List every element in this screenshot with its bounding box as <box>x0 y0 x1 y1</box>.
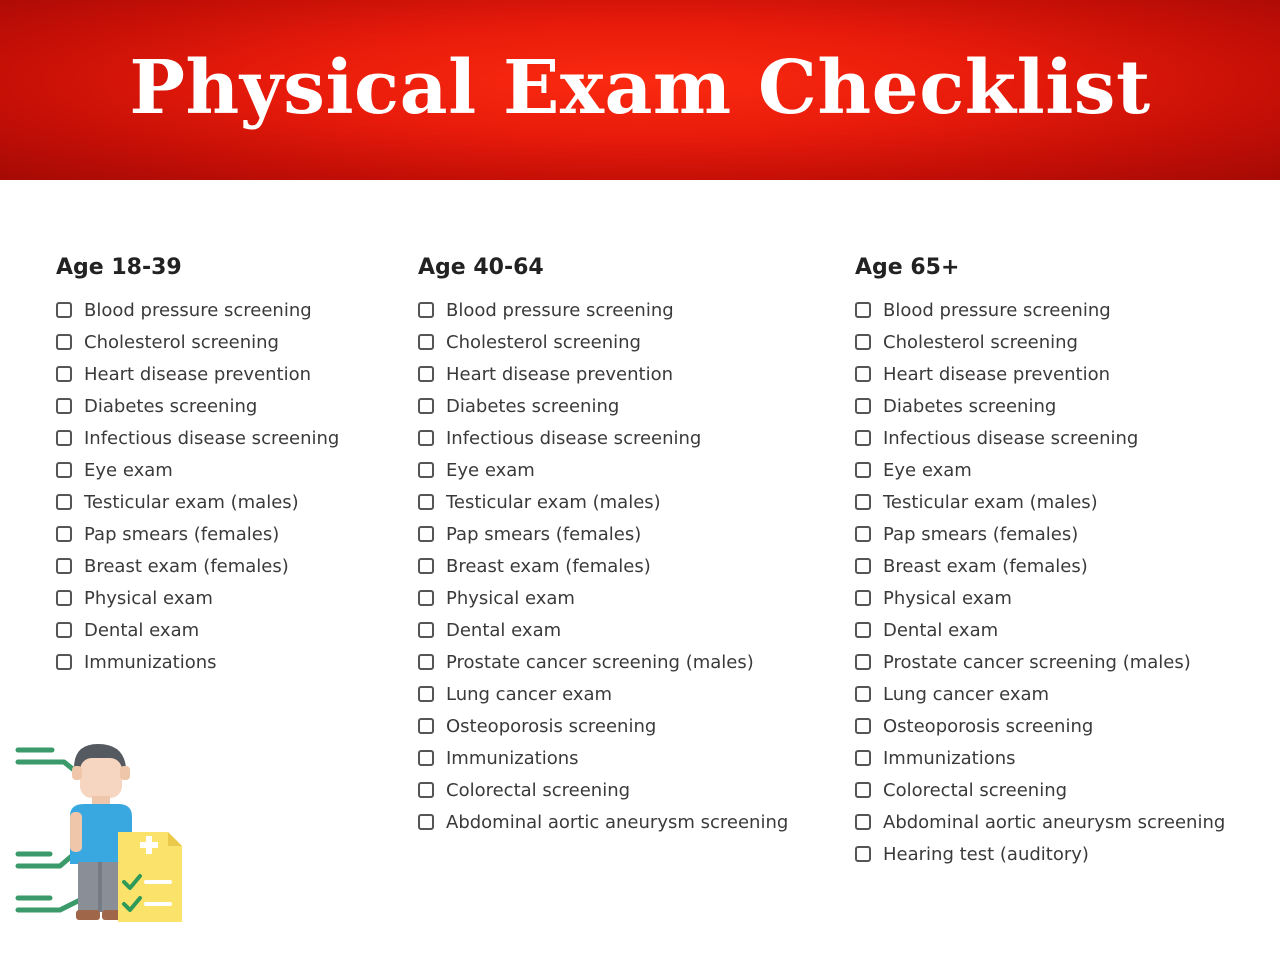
checkbox[interactable] <box>56 590 72 606</box>
checklist-item <box>418 422 788 454</box>
checklist-item <box>855 326 1225 358</box>
checklist-item-label: Eye exam <box>446 459 535 481</box>
checkbox[interactable] <box>855 494 871 510</box>
checklist-item-label: Prostate cancer screening (males) <box>446 651 754 673</box>
checkbox[interactable] <box>56 302 72 318</box>
checklist-column-age-18-39 <box>56 250 339 678</box>
checkbox[interactable] <box>56 526 72 542</box>
header-banner <box>0 0 1280 180</box>
checklist-item-label: Pap smears (females) <box>84 523 280 545</box>
checklist-item-label: Eye exam <box>84 459 173 481</box>
checkbox[interactable] <box>855 462 871 478</box>
checklist-item <box>56 326 339 358</box>
checkbox[interactable] <box>855 654 871 670</box>
checkbox[interactable] <box>418 590 434 606</box>
checklist-item-label: Testicular exam (males) <box>883 491 1098 513</box>
page-title: Physical Exam Checklist <box>129 45 1151 131</box>
checklist-item <box>418 774 788 806</box>
checkbox[interactable] <box>855 718 871 734</box>
checklist-column-age-65-plus <box>855 250 1225 870</box>
checkbox[interactable] <box>56 558 72 574</box>
checkbox[interactable] <box>855 622 871 638</box>
checklist-item <box>418 294 788 326</box>
checklist-item-label: Colorectal screening <box>446 779 631 801</box>
checklist-item-label: Osteoporosis screening <box>883 715 1094 737</box>
checklist-item <box>418 390 788 422</box>
checklist-item <box>56 358 339 390</box>
checkbox[interactable] <box>418 430 434 446</box>
checklist-item <box>56 422 339 454</box>
checklist-item-label: Physical exam <box>883 587 1012 609</box>
checklist-item-label: Hearing test (auditory) <box>883 843 1089 865</box>
checklist-item <box>855 582 1225 614</box>
checklist-item-label: Lung cancer exam <box>446 683 613 705</box>
checkbox[interactable] <box>855 366 871 382</box>
checklist-item <box>855 614 1225 646</box>
checklist-column-age-40-64 <box>418 250 788 838</box>
checklist-item <box>418 646 788 678</box>
checkbox[interactable] <box>418 558 434 574</box>
checklist-item <box>56 486 339 518</box>
checklist-item-label: Abdominal aortic aneurysm screening <box>446 811 789 833</box>
column-heading: Age 40-64 <box>418 255 544 280</box>
checklist-item-label: Lung cancer exam <box>883 683 1050 705</box>
checklist-item <box>855 742 1225 774</box>
checklist-item-label: Dental exam <box>446 619 562 641</box>
checkbox[interactable] <box>418 718 434 734</box>
checklist-item <box>418 710 788 742</box>
checklist-item-label: Heart disease prevention <box>84 363 312 385</box>
checklist-item-label: Testicular exam (males) <box>84 491 299 513</box>
checklist-item-label: Blood pressure screening <box>84 299 312 321</box>
checkbox[interactable] <box>855 782 871 798</box>
checklist-item-label: Cholesterol screening <box>446 331 641 353</box>
checklist-item-label: Colorectal screening <box>883 779 1068 801</box>
checklist-item-label: Immunizations <box>883 747 1016 769</box>
checklist <box>855 294 1225 870</box>
checklist-item-label: Prostate cancer screening (males) <box>883 651 1191 673</box>
doctor-checklist-icon <box>14 738 190 928</box>
checklist-item-label: Immunizations <box>84 651 217 673</box>
checklist-item <box>855 486 1225 518</box>
checklist-item-label: Dental exam <box>883 619 999 641</box>
checkbox[interactable] <box>418 750 434 766</box>
checkbox[interactable] <box>56 654 72 670</box>
column-heading: Age 18-39 <box>56 255 182 280</box>
checklist-item-label: Testicular exam (males) <box>446 491 661 513</box>
checkbox[interactable] <box>855 398 871 414</box>
checkbox[interactable] <box>855 526 871 542</box>
checklist-item <box>418 454 788 486</box>
checkbox[interactable] <box>418 814 434 830</box>
checkbox[interactable] <box>418 654 434 670</box>
checklist-item <box>418 486 788 518</box>
checklist-item <box>56 614 339 646</box>
checkbox[interactable] <box>56 494 72 510</box>
checkbox[interactable] <box>855 686 871 702</box>
checklist-item <box>855 390 1225 422</box>
checkbox[interactable] <box>418 302 434 318</box>
checkbox[interactable] <box>56 366 72 382</box>
checkbox[interactable] <box>855 334 871 350</box>
checklist-item <box>418 742 788 774</box>
checklist-item <box>855 294 1225 326</box>
checklist-item-label: Diabetes screening <box>883 395 1057 417</box>
checkbox[interactable] <box>56 462 72 478</box>
checklist-item <box>855 422 1225 454</box>
checkbox[interactable] <box>855 590 871 606</box>
checklist-item <box>418 518 788 550</box>
checklist-item-label: Diabetes screening <box>446 395 620 417</box>
checklist-item <box>418 550 788 582</box>
checklist-item-label: Eye exam <box>883 459 972 481</box>
checklist-item <box>56 294 339 326</box>
checklist-item-label: Cholesterol screening <box>84 331 279 353</box>
checkbox[interactable] <box>855 814 871 830</box>
checkbox[interactable] <box>418 462 434 478</box>
checkbox[interactable] <box>56 398 72 414</box>
checklist-item-label: Cholesterol screening <box>883 331 1078 353</box>
checklist-item-label: Pap smears (females) <box>446 523 642 545</box>
checklist-item-label: Abdominal aortic aneurysm screening <box>883 811 1226 833</box>
checklist-item <box>855 358 1225 390</box>
checklist-item <box>418 326 788 358</box>
checklist-item-label: Diabetes screening <box>84 395 258 417</box>
checklist-item-label: Heart disease prevention <box>883 363 1111 385</box>
checkbox[interactable] <box>855 302 871 318</box>
checklist-item <box>418 582 788 614</box>
checkbox[interactable] <box>56 622 72 638</box>
checklist-item <box>855 806 1225 838</box>
checklist-item <box>855 774 1225 806</box>
checklist-item-label: Infectious disease screening <box>84 427 340 449</box>
checklist-item <box>855 454 1225 486</box>
checkbox[interactable] <box>855 750 871 766</box>
checkbox[interactable] <box>855 430 871 446</box>
checklist-item-label: Immunizations <box>446 747 579 769</box>
checklist <box>418 294 788 838</box>
checklist-item <box>56 518 339 550</box>
checklist-item <box>418 358 788 390</box>
checklist-item <box>855 550 1225 582</box>
checklist-item-label: Blood pressure screening <box>446 299 674 321</box>
checkbox[interactable] <box>418 398 434 414</box>
checklist-item <box>56 646 339 678</box>
checklist-item-label: Physical exam <box>84 587 213 609</box>
checklist-item-label: Infectious disease screening <box>883 427 1139 449</box>
checklist-item-label: Breast exam (females) <box>446 555 651 577</box>
checklist-item <box>855 710 1225 742</box>
checkbox[interactable] <box>418 334 434 350</box>
checklist-item-label: Infectious disease screening <box>446 427 702 449</box>
checkbox[interactable] <box>56 334 72 350</box>
checklist-item <box>855 838 1225 870</box>
checklist-item-label: Blood pressure screening <box>883 299 1111 321</box>
checklist-item <box>418 806 788 838</box>
column-heading: Age 65+ <box>855 255 960 280</box>
checkbox[interactable] <box>855 558 871 574</box>
checkbox[interactable] <box>418 526 434 542</box>
checkbox[interactable] <box>418 686 434 702</box>
checklist <box>56 294 339 678</box>
checklist-item <box>855 518 1225 550</box>
checklist-item-label: Breast exam (females) <box>84 555 289 577</box>
checklist-item <box>418 678 788 710</box>
checkbox[interactable] <box>418 782 434 798</box>
checklist-item <box>56 390 339 422</box>
checklist-item-label: Breast exam (females) <box>883 555 1088 577</box>
checklist-item-label: Dental exam <box>84 619 200 641</box>
checkbox[interactable] <box>56 430 72 446</box>
checklist-item <box>418 614 788 646</box>
checklist-item-label: Heart disease prevention <box>446 363 674 385</box>
checkbox[interactable] <box>418 622 434 638</box>
checklist-item <box>56 550 339 582</box>
checklist-item <box>56 582 339 614</box>
checkbox[interactable] <box>418 494 434 510</box>
checklist-item-label: Physical exam <box>446 587 575 609</box>
checklist-item <box>855 646 1225 678</box>
checklist-item-label: Pap smears (females) <box>883 523 1079 545</box>
checklist-item <box>56 454 339 486</box>
checklist-item <box>855 678 1225 710</box>
checkbox[interactable] <box>855 846 871 862</box>
checkbox[interactable] <box>418 366 434 382</box>
checklist-item-label: Osteoporosis screening <box>446 715 657 737</box>
